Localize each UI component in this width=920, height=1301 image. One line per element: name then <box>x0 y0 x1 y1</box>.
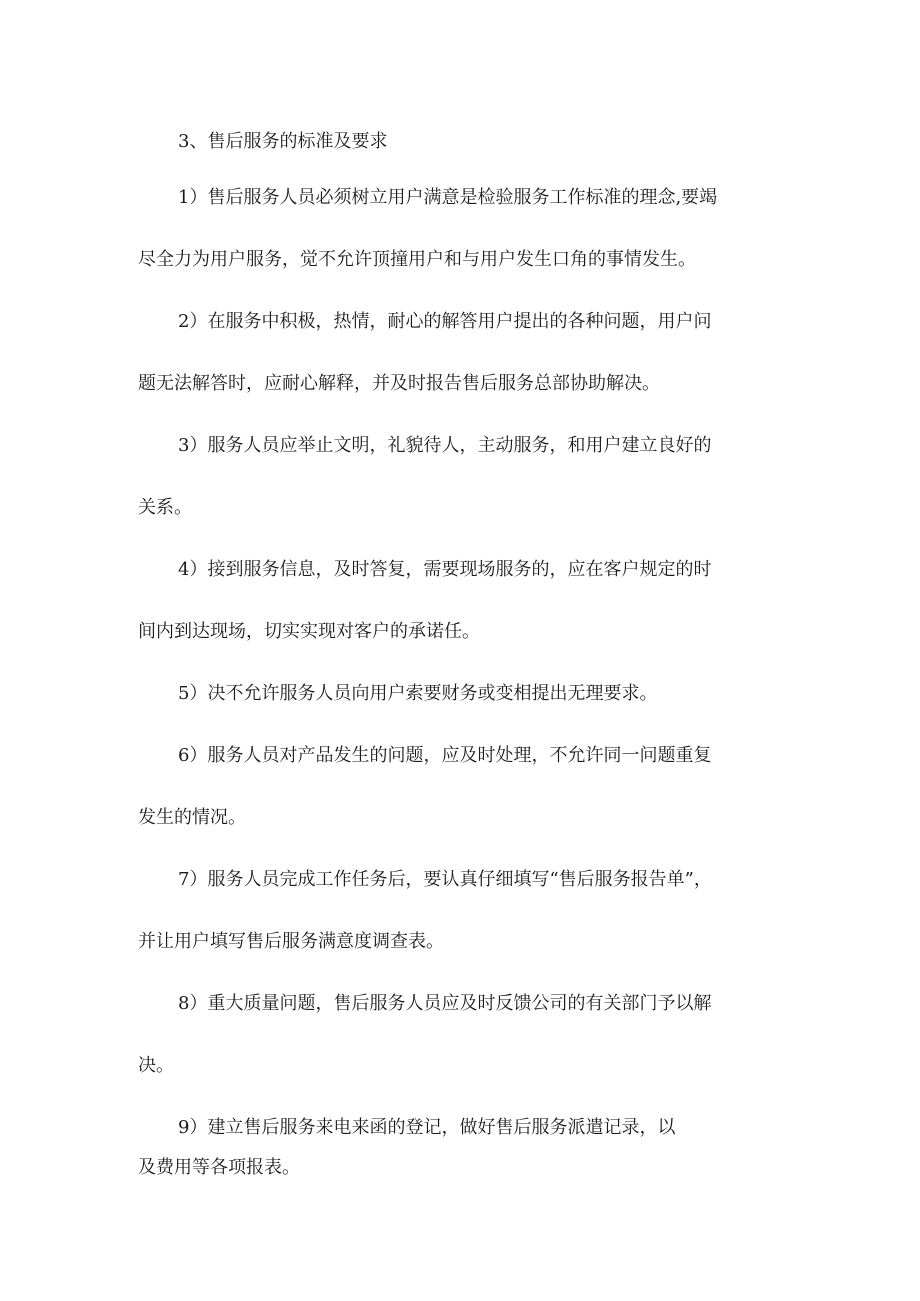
paragraph-line: 关系。 <box>138 497 192 518</box>
paragraph-line: 及费用等各项报表。 <box>138 1157 300 1178</box>
paragraph-line: 8）重大质量问题，售后服务人员应及时反馈公司的有关部门予以解 <box>178 993 712 1014</box>
paragraph-line: 5）决不允许服务人员向用户索要财务或变相提出无理要求。 <box>178 683 658 704</box>
paragraph-line: 题无法解答时，应耐心解释，并及时报告售后服务总部协助解决。 <box>138 373 660 394</box>
section-heading: 3、售后服务的标准及要求 <box>178 131 388 152</box>
paragraph-line: 并让用户填写售后服务满意度调查表。 <box>138 931 444 952</box>
paragraph-line: 9）建立售后服务来电来函的登记，做好售后服务派遣记录，以 <box>178 1117 676 1138</box>
paragraph-line: 尽全力为用户服务，觉不允许顶撞用户和与用户发生口角的事情发生。 <box>138 249 696 270</box>
paragraph-line: 7）服务人员完成工作任务后，要认真仔细填写“售后服务报告单”， <box>178 869 712 890</box>
paragraph-line: 4）接到服务信息，及时答复，需要现场服务的，应在客户规定的时 <box>178 559 712 580</box>
paragraph-line: 2）在服务中积极，热情，耐心的解答用户提出的各种问题，用户问 <box>178 311 712 332</box>
paragraph-line: 决。 <box>138 1055 174 1076</box>
paragraph-line: 1）售后服务人员必须树立用户满意是检验服务工作标准的理念,要竭 <box>178 187 718 208</box>
paragraph-line: 发生的情况。 <box>138 807 246 828</box>
paragraph-line: 3）服务人员应举止文明，礼貌待人，主动服务，和用户建立良好的 <box>178 435 712 456</box>
paragraph-line: 间内到达现场，切实实现对客户的承诺任。 <box>138 621 480 642</box>
paragraph-line: 6）服务人员对产品发生的问题，应及时处理，不允许同一问题重复 <box>178 745 712 766</box>
